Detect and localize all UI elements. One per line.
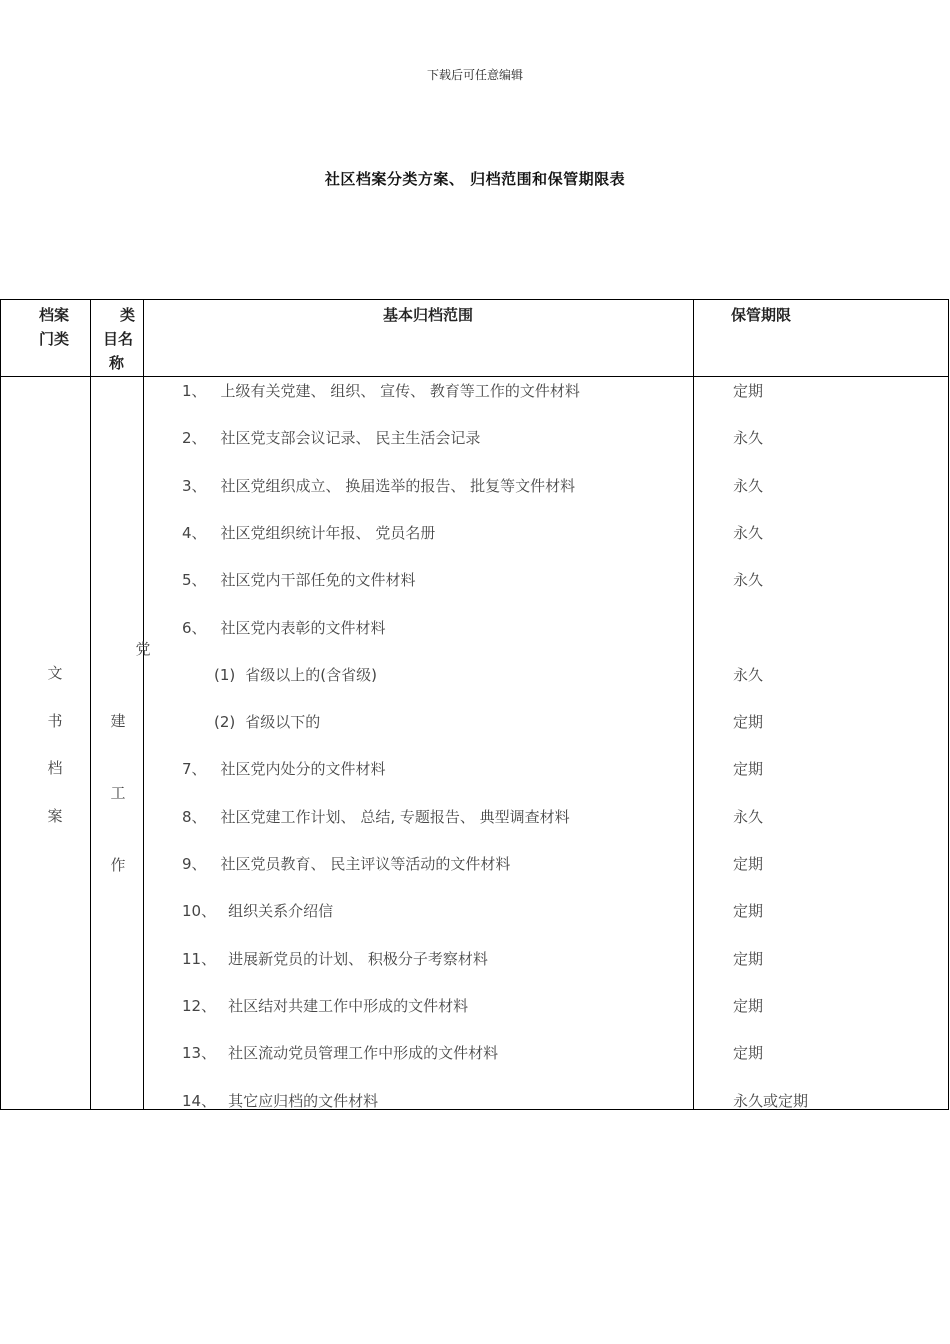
row-number: 8、 [182, 808, 207, 826]
table-row-period: 永久 [733, 571, 764, 589]
row-text: 社区党支部会议记录、 民主生活会记录 [220, 429, 481, 447]
row-text: 省级以下的 [245, 713, 321, 731]
class-char: 建 [110, 712, 126, 730]
row-number: 1、 [182, 382, 207, 400]
row-number: 10、 [182, 902, 217, 920]
row-number: 9、 [182, 855, 207, 873]
table-row-scope [182, 617, 386, 638]
header-category [39, 303, 69, 351]
table-row-scope [182, 853, 510, 874]
row-text: 社区党内处分的文件材料 [220, 760, 386, 778]
table-row-period: 永久 [733, 808, 764, 826]
table-row-scope [182, 475, 575, 496]
row-text: 进展新党员的计划、 积极分子考察材料 [228, 950, 488, 968]
table-row-scope [214, 664, 377, 685]
header-divider [1, 376, 948, 377]
row-number: 2、 [182, 429, 207, 447]
class-char: 党 [135, 640, 151, 658]
table-row-period: 定期 [733, 760, 764, 778]
row-number: (2) [214, 713, 236, 731]
table-row-period: 永久 [733, 429, 764, 447]
row-text: 社区流动党员管理工作中形成的文件材料 [228, 1044, 499, 1062]
row-number: 4、 [182, 524, 207, 542]
table-row-scope [182, 806, 570, 827]
category-char: 文 [47, 664, 63, 682]
table-row-period: 定期 [733, 902, 764, 920]
row-text: 组织关系介绍信 [228, 902, 334, 920]
header-category-line: 门类 [39, 330, 70, 348]
table-row-period: 永久或定期 [733, 1092, 809, 1110]
header-note: 下载后可任意编辑 [426, 68, 523, 82]
table-row-scope [182, 569, 416, 590]
header-class-line: 类 [119, 306, 135, 324]
table-row-period: 永久 [733, 666, 764, 684]
row-number: 14、 [182, 1092, 217, 1110]
table-row-period: 定期 [733, 997, 764, 1015]
row-text: 社区结对共建工作中形成的文件材料 [228, 997, 469, 1015]
row-number: 6、 [182, 619, 207, 637]
table-row-scope [214, 711, 320, 732]
table-row-scope [182, 948, 488, 969]
row-number: 3、 [182, 477, 207, 495]
row-number: 5、 [182, 571, 207, 589]
row-text: 省级以上的(含省级) [245, 666, 377, 684]
table-row-period: 定期 [733, 713, 764, 731]
column-divider [143, 300, 144, 1109]
header-class-line: 目名 [102, 330, 133, 348]
table-row-scope [182, 380, 580, 401]
header-scope: 基本归档范围 [383, 306, 474, 324]
column-divider [90, 300, 91, 1109]
header-period: 保管期限 [731, 306, 792, 324]
row-text: 社区党组织统计年报、 党员名册 [220, 524, 436, 542]
table-row-scope [182, 1042, 498, 1063]
table-row-period: 永久 [733, 524, 764, 542]
row-number: 13、 [182, 1044, 217, 1062]
row-text: 社区党内表彰的文件材料 [220, 619, 386, 637]
table-row-scope [182, 900, 333, 921]
table-row-scope [182, 995, 468, 1016]
row-text: 上级有关党建、 组织、 宣传、 教育等工作的文件材料 [220, 382, 580, 400]
table-row-scope [182, 1090, 378, 1111]
header-class-line: 称 [109, 354, 125, 372]
class-char: 工 [110, 784, 126, 802]
row-number: 12、 [182, 997, 217, 1015]
column-divider [693, 300, 694, 1109]
header-category-line: 档案 [39, 306, 70, 324]
table-row-period: 永久 [733, 477, 764, 495]
table-row-scope [182, 522, 435, 543]
category-char: 书 [47, 712, 63, 730]
archive-table [0, 299, 949, 1110]
table-row-period: 定期 [733, 950, 764, 968]
header-class [101, 303, 135, 375]
row-text: 社区党内干部任免的文件材料 [220, 571, 416, 589]
row-text: 社区党组织成立、 换届选举的报告、 批复等文件材料 [220, 477, 576, 495]
row-text: 其它应归档的文件材料 [228, 1092, 379, 1110]
document-title: 社区档案分类方案、 归档范围和保管期限表 [324, 170, 626, 188]
table-row-period: 定期 [733, 1044, 764, 1062]
table-row-scope [182, 427, 480, 448]
category-char: 档 [47, 759, 63, 777]
row-text: 社区党建工作计划、 总结, 专题报告、 典型调查材料 [220, 808, 570, 826]
table-row-period: 定期 [733, 855, 764, 873]
table-row-scope [182, 758, 386, 779]
row-number: (1) [214, 666, 236, 684]
row-number: 7、 [182, 760, 207, 778]
class-char: 作 [110, 856, 126, 874]
row-number: 11、 [182, 950, 217, 968]
table-row-period: 定期 [733, 382, 764, 400]
row-text: 社区党员教育、 民主评议等活动的文件材料 [220, 855, 511, 873]
category-char: 案 [47, 807, 63, 825]
